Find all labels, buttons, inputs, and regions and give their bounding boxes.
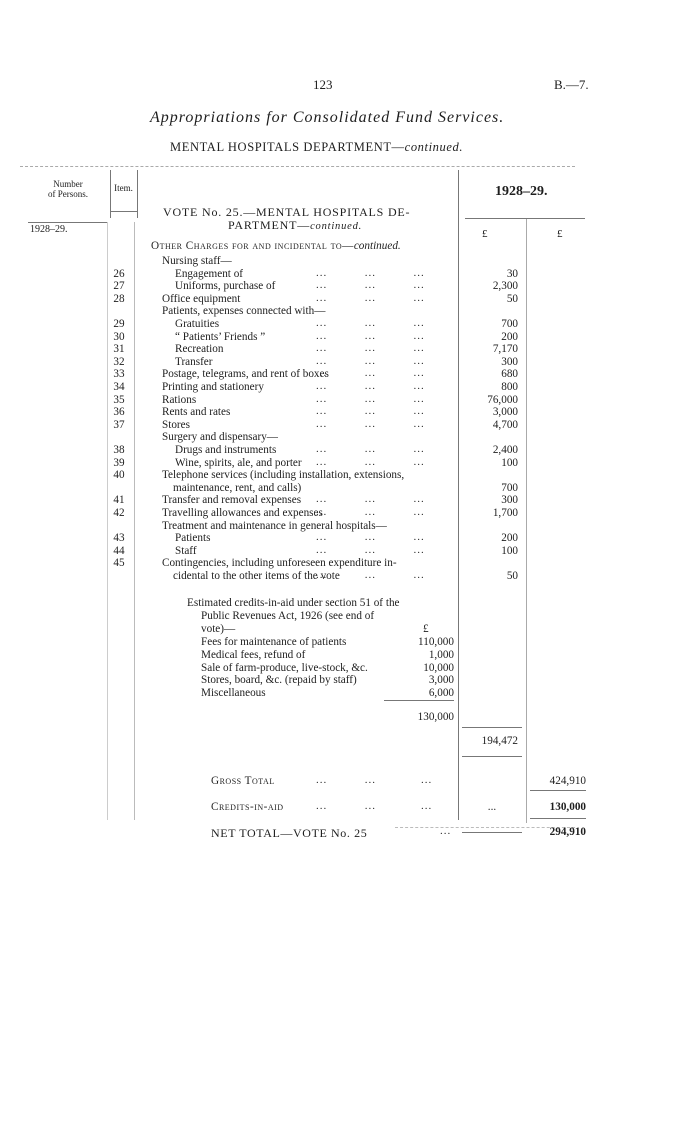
item-number: 34 (113, 381, 125, 393)
persons-column-line (107, 222, 108, 820)
item-label: Recreation (175, 343, 224, 356)
credits-intro-line1: Estimated credits-in-aid under section 51 of the (187, 597, 400, 609)
net-total-dots: ... (440, 825, 452, 837)
item-label: Gratuities (175, 318, 220, 330)
credit-label: Sale of farm-produce, live-stock, &c. (201, 661, 368, 674)
item-label: Printing and stationery (162, 381, 264, 393)
item-amount: 7,170 (492, 343, 518, 356)
item-amount: 700 (501, 318, 518, 330)
section-heading-text: Other Charges for and incidental to— (151, 240, 354, 252)
item-amount: 2,300 (492, 280, 518, 293)
item-label: Treatment and maintenance in general hospitals— (162, 519, 387, 532)
leader-dots: ... ... ... (316, 443, 425, 455)
leader-dots: ... ... ... (316, 279, 425, 292)
credits-pound: £ (423, 623, 429, 635)
gross-total-value: 424,910 (549, 775, 586, 787)
leader-dots: ... ... ... (316, 506, 425, 518)
credit-amount: 10,000 (423, 661, 454, 674)
item-amount: 1,700 (492, 507, 518, 519)
net-rule-left (462, 832, 522, 833)
credits-in-aid-label: Credits-in-aid (211, 801, 284, 813)
credit-label: Stores, board, &c. (repaid by staff) (201, 674, 357, 687)
item-label: “ Patients’ Friends ” (175, 330, 266, 343)
item-amount: 4,700 (492, 418, 518, 431)
item-label: Surgery and dispensary— (162, 431, 278, 444)
item-number: 43 (113, 532, 125, 545)
leader-dots: ... ... ... (316, 455, 425, 468)
item-number: 33 (113, 368, 125, 381)
credits-in-aid-mark: ... (487, 801, 497, 813)
top-rule (20, 166, 575, 167)
gross-total-dots: ... ... ... (316, 774, 433, 786)
vote-heading-line1: VOTE No. 25.—MENTAL HOSPITALS DE- (163, 205, 411, 219)
credits-intro-line3: vote)— (201, 623, 236, 635)
item-number: 36 (113, 406, 125, 419)
item-number: 28 (113, 292, 125, 305)
department-continued: continued. (404, 140, 464, 154)
credit-amount: 6,000 (428, 687, 454, 700)
leader-dots: ... ... ... (316, 531, 425, 544)
item-number: 37 (113, 418, 125, 431)
item-header-rule (110, 211, 138, 212)
item-amount: 800 (501, 381, 518, 393)
item-label: Rents and rates (162, 406, 231, 419)
net-rule-top (530, 818, 586, 819)
year-header-rule (465, 218, 585, 219)
item-number: 42 (113, 507, 125, 519)
item-label: Transfer (175, 355, 213, 368)
item-amount: 680 (501, 368, 518, 381)
item-amount: 3,000 (492, 406, 518, 419)
item-label: Telephone services (including installation, extensions, (162, 469, 405, 482)
credits-intro-line2: Public Revenues Act, 1926 (see end of (201, 610, 375, 622)
pound-column-1: £ (482, 228, 488, 240)
item-amount: 50 (506, 570, 518, 582)
item-number: 44 (113, 544, 125, 557)
credits-rule (530, 790, 586, 791)
credit-amount: 1,000 (428, 648, 454, 661)
persons-header (28, 179, 108, 199)
leader-dots: ... ... ... (316, 291, 425, 304)
item-amount: 100 (501, 456, 518, 469)
item-number: 39 (113, 456, 125, 469)
vote-heading-line2 (228, 218, 362, 233)
leader-dots: ... ... ... (316, 354, 425, 367)
year-header: 1928–29. (495, 184, 548, 199)
item-header: Item. (114, 183, 133, 193)
leader-dots: ... ... ... (316, 329, 425, 342)
item-column-line (134, 222, 135, 820)
item-label: Patients, expenses connected with— (162, 305, 326, 318)
leader-dots: ... ... ... (316, 493, 425, 506)
item-label: Postage, telegrams, and rent of boxes (162, 368, 329, 381)
leader-dots: ... ... ... (316, 317, 425, 329)
year-column-divider (526, 218, 527, 823)
item-label: Contingencies, including unforeseen expenditure in- (162, 557, 397, 570)
item-number: 40 (113, 469, 125, 482)
pound-column-2: £ (557, 228, 563, 240)
item-amount: 200 (501, 330, 518, 343)
item-number: 31 (113, 343, 125, 356)
gross-total-label: Gross Total (211, 775, 275, 787)
vote-heading-department: PARTMENT— (228, 218, 311, 232)
net-total-value: 294,910 (549, 826, 586, 838)
credits-in-aid-dots: ... ... ... (316, 800, 433, 812)
item-amount: 300 (501, 494, 518, 507)
credit-label: Medical fees, refund of (201, 648, 306, 661)
item-amount: 300 (501, 355, 518, 368)
item-label: Travelling allowances and expenses (162, 507, 323, 519)
page-reference: B.—7. (554, 77, 589, 92)
item-number: 45 (113, 557, 125, 570)
subtotal: 194,472 (481, 735, 518, 747)
item-label: Office equipment (162, 292, 241, 305)
vote-heading-continued: continued. (310, 221, 363, 232)
department-name: MENTAL HOSPITALS DEPARTMENT— (170, 140, 405, 154)
gross-rule-left (462, 756, 522, 757)
item-number: 26 (113, 267, 125, 280)
item-label: Staff (175, 544, 197, 557)
item-number: 27 (113, 280, 125, 293)
credits-in-aid-value: 130,000 (549, 801, 586, 813)
item-label: Uniforms, purchase of (175, 280, 276, 293)
department-heading (170, 140, 463, 155)
credits-total-rule (384, 700, 454, 701)
section-heading (151, 240, 401, 252)
item-amount: 30 (506, 267, 518, 280)
leader-dots: ... ... ... (316, 367, 425, 380)
page-number: 123 (313, 77, 333, 92)
page-title: Appropriations for Consolidated Fund Services. (150, 109, 505, 126)
item-label: Drugs and instruments (175, 444, 277, 456)
leader-dots: ... ... ... (316, 392, 425, 405)
credit-amount: 3,000 (428, 674, 454, 687)
leader-dots: ... ... ... (316, 380, 425, 392)
leader-dots: ... ... ... (316, 266, 425, 279)
item-amount: 200 (501, 532, 518, 545)
credit-amount: 110,000 (418, 636, 454, 648)
leader-dots: ... ... ... (316, 417, 425, 430)
item-label: Rations (162, 393, 197, 406)
item-label: cidental to the other items of the vote (173, 570, 340, 582)
net-total-label: NET TOTAL—VOTE No. 25 (211, 826, 368, 840)
item-number: 35 (113, 393, 125, 406)
credits-total: 130,000 (417, 711, 454, 723)
section-heading-continued: continued. (353, 240, 401, 252)
item-label: Engagement of (175, 267, 244, 280)
credit-label: Fees for maintenance of patients (201, 636, 347, 648)
item-label: Patients (175, 532, 211, 545)
item-number: 41 (113, 494, 125, 507)
persons-header-line2: of Persons. (48, 189, 88, 199)
item-label: Transfer and removal expenses (162, 494, 302, 507)
item-amount: 700 (501, 481, 518, 494)
leader-dots: ... ... ... (316, 405, 425, 418)
leader-dots: ... ... ... (316, 342, 425, 355)
item-number: 38 (113, 444, 125, 456)
item-amount: 50 (506, 292, 518, 305)
item-label: Wine, spirits, ale, and porter (175, 456, 302, 469)
item-label: Stores (162, 418, 190, 431)
subtotal-rule (462, 727, 522, 728)
item-number: 30 (113, 330, 125, 343)
item-number: 32 (113, 355, 125, 368)
persons-header-line1: Number (53, 179, 83, 189)
item-amount: 2,400 (492, 444, 518, 456)
credit-label: Miscellaneous (201, 687, 266, 700)
item-number: 29 (113, 318, 125, 330)
leader-dots: ... ... ... (316, 569, 425, 581)
item-amount: 100 (501, 544, 518, 557)
item-label: maintenance, rent, and calls) (173, 481, 302, 494)
persons-header-rule (28, 222, 108, 223)
persons-year: 1928–29. (30, 224, 68, 235)
leader-dots: ... ... ... (316, 543, 425, 556)
item-amount: 76,000 (487, 393, 518, 406)
item-label: Nursing staff— (162, 255, 232, 267)
